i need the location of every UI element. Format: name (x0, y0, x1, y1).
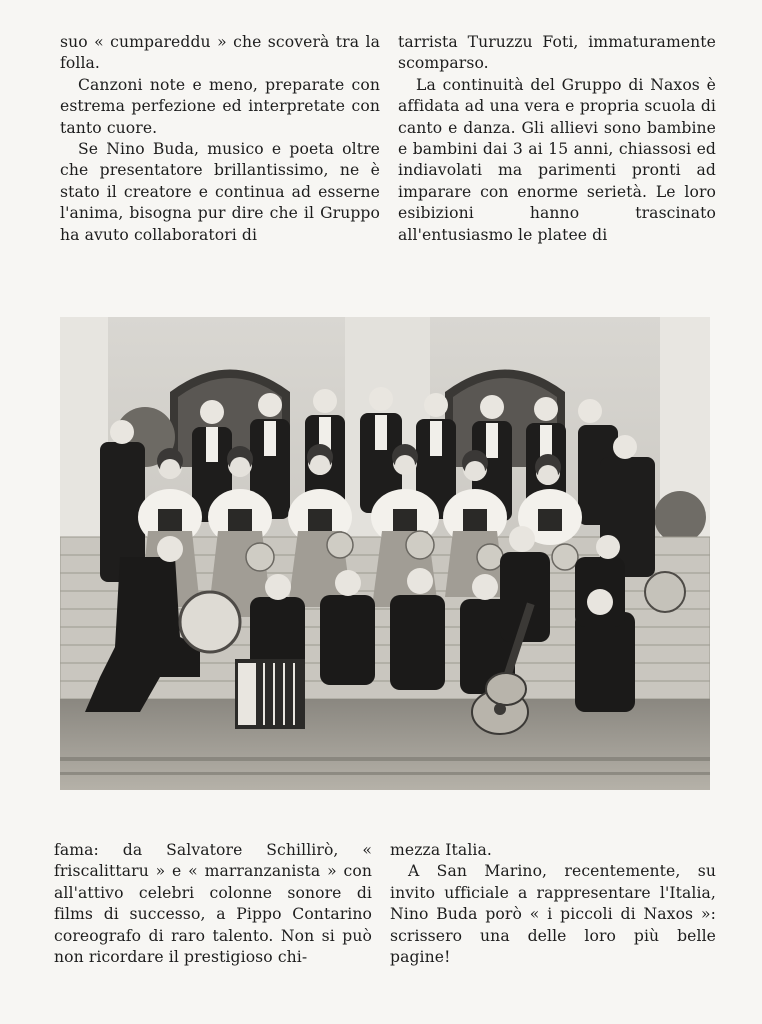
paragraph: mezza Italia. (390, 841, 492, 859)
paragraph: La continuità del Gruppo di Naxos è affidata ad una vera e propria scuola di canto e danza. Gli allievi sono bambine e bambini dai 3 ai 15 anni, chiassosi ed indiavolati ma parimenti pronti ad imparare con enorme serietà. Le loro esibizioni hanno trascinato all'entusiasmo le platee di (398, 75, 716, 244)
paragraph: suo « cumpareddu » che scoverà tra la folla. (60, 33, 380, 73)
text-column-top-left (60, 32, 380, 246)
paragraph: A San Marino, recentemente, su invito ufficiale a rappresentare l'Italia, Nino Buda porò « i piccoli di Naxos »: scrissero una delle loro più belle pagine! (390, 862, 716, 967)
paragraph: tarrista Turuzzu Foti, immaturamente scomparso. (398, 33, 716, 73)
paragraph: Se Nino Buda, musico e poeta oltre che presentatore brillantissimo, ne è stato il creatore e continua ad esserne l'anima, bisogna pur dire che il Gruppo ha avuto collaboratori di (60, 140, 380, 244)
paragraph: fama: da Salvatore Schillirò, « friscalittaru » e « marranzanista » con all'attivo celebri colonne sonore di films di successo, a Pippo Contarino coreografo di raro talento. Non si può non ricordare il prestigioso chi- (54, 841, 372, 967)
text-column-top-right (398, 32, 716, 246)
paragraph: Canzoni note e meno, preparate con estrema perfezione ed interpretate con tanto cuore. (60, 75, 380, 137)
text-column-bottom-right (390, 840, 716, 968)
group-photograph (60, 317, 710, 790)
text-column-bottom-left (54, 840, 372, 968)
